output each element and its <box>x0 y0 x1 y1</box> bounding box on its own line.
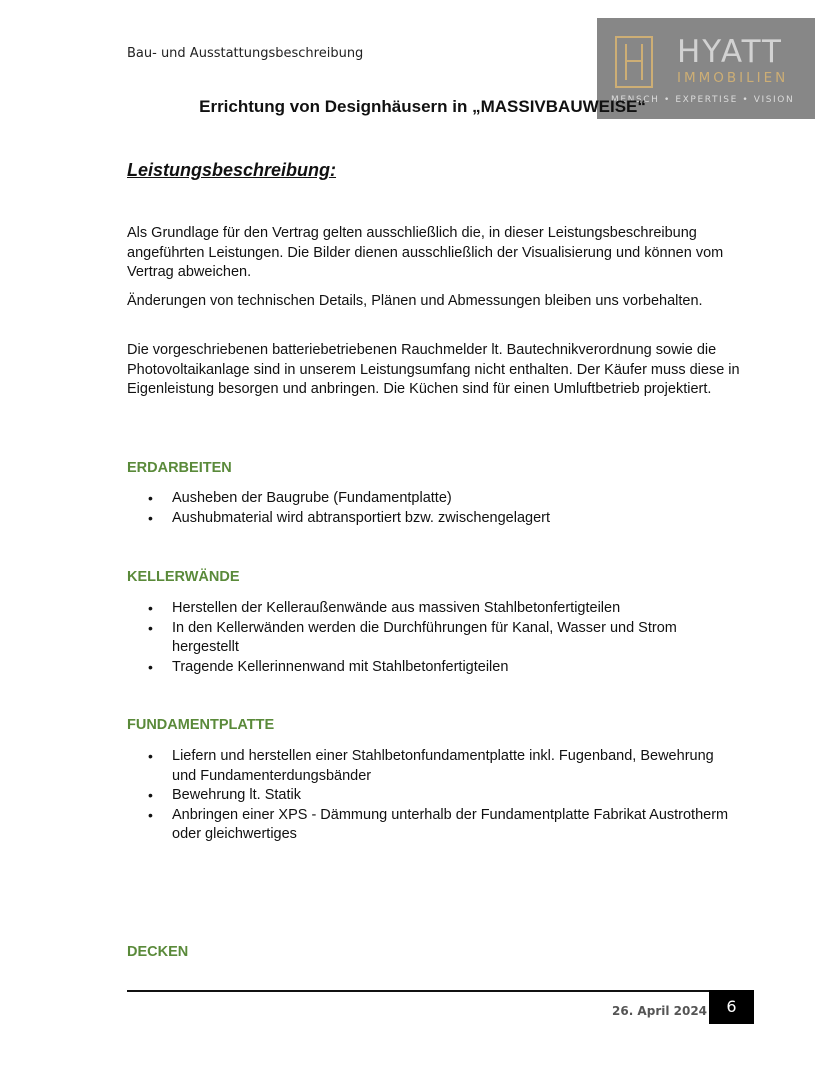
exclusions-paragraph: Die vorgeschriebenen batteriebetriebenen Rauchmelder lt. Bautechnikverordnung sowie die Photovoltaikanlage sind in unserem Leistungsumfang nicht enthalten. Der Käufer muss diese in Eigenleistung besorgen und anbringen. Die Küchen sind für einen Umluftbetrieb projektiert. <box>127 342 740 397</box>
list-item: • Liefern und herstellen einer Stahlbetonfundamentplatte inkl. Fugenband, Bewehrung und Fundamenterdungsbänder <box>172 747 732 786</box>
heading-kellerwaende: KELLERWÄNDE <box>127 569 240 585</box>
list-item: • Herstellen der Kelleraußenwände aus massiven Stahlbetonfertigteilen <box>172 599 732 619</box>
logo-name: HYATT <box>677 34 783 70</box>
logo-subtitle: IMMOBILIEN <box>677 70 789 86</box>
list-erdarbeiten <box>127 489 732 528</box>
list-item: • Anbringen einer XPS - Dämmung unterhalb der Fundamentplatte Fabrikat Austrotherm oder gleichwertiges <box>172 806 732 845</box>
list-kellerwaende <box>127 599 732 677</box>
list-item: • Ausheben der Baugrube (Fundamentplatte) <box>172 489 732 509</box>
section-heading: Leistungsbeschreibung: <box>127 160 337 180</box>
heading-erdarbeiten: ERDARBEITEN <box>127 460 232 476</box>
changes-paragraph: Änderungen von technischen Details, Plänen und Abmessungen bleiben uns vorbehalten. <box>127 293 703 309</box>
list-item: • Tragende Kellerinnenwand mit Stahlbetonfertigteilen <box>172 658 732 678</box>
page-title: Errichtung von Designhäusern in „MASSIVBAUWEISE“ <box>199 97 646 116</box>
heading-decken: DECKEN <box>127 944 189 960</box>
list-fundamentplatte <box>127 747 732 845</box>
footer-date: 26. April 2024 <box>612 1004 708 1018</box>
list-item: • Bewehrung lt. Statik <box>172 786 732 806</box>
list-item: • Aushubmaterial wird abtransportiert bzw. zwischengelagert <box>172 509 732 529</box>
page-number: 6 <box>709 990 754 1024</box>
footer-divider <box>127 990 709 992</box>
logo-emblem-icon <box>615 36 653 88</box>
logo-tagline: MENSCH • EXPERTISE • VISION <box>611 95 795 105</box>
document-header-title: Bau- und Ausstattungsbeschreibung <box>127 46 364 61</box>
list-item: • In den Kellerwänden werden die Durchführungen für Kanal, Wasser und Strom hergestellt <box>172 619 732 658</box>
heading-fundamentplatte: FUNDAMENTPLATTE <box>127 717 275 733</box>
intro-paragraph: Als Grundlage für den Vertrag gelten ausschließlich die, in dieser Leistungsbeschreibung angeführten Leistungen. Die Bilder dienen ausschließlich der Visualisierung und können vom Vertrag abweichen. <box>127 225 724 280</box>
